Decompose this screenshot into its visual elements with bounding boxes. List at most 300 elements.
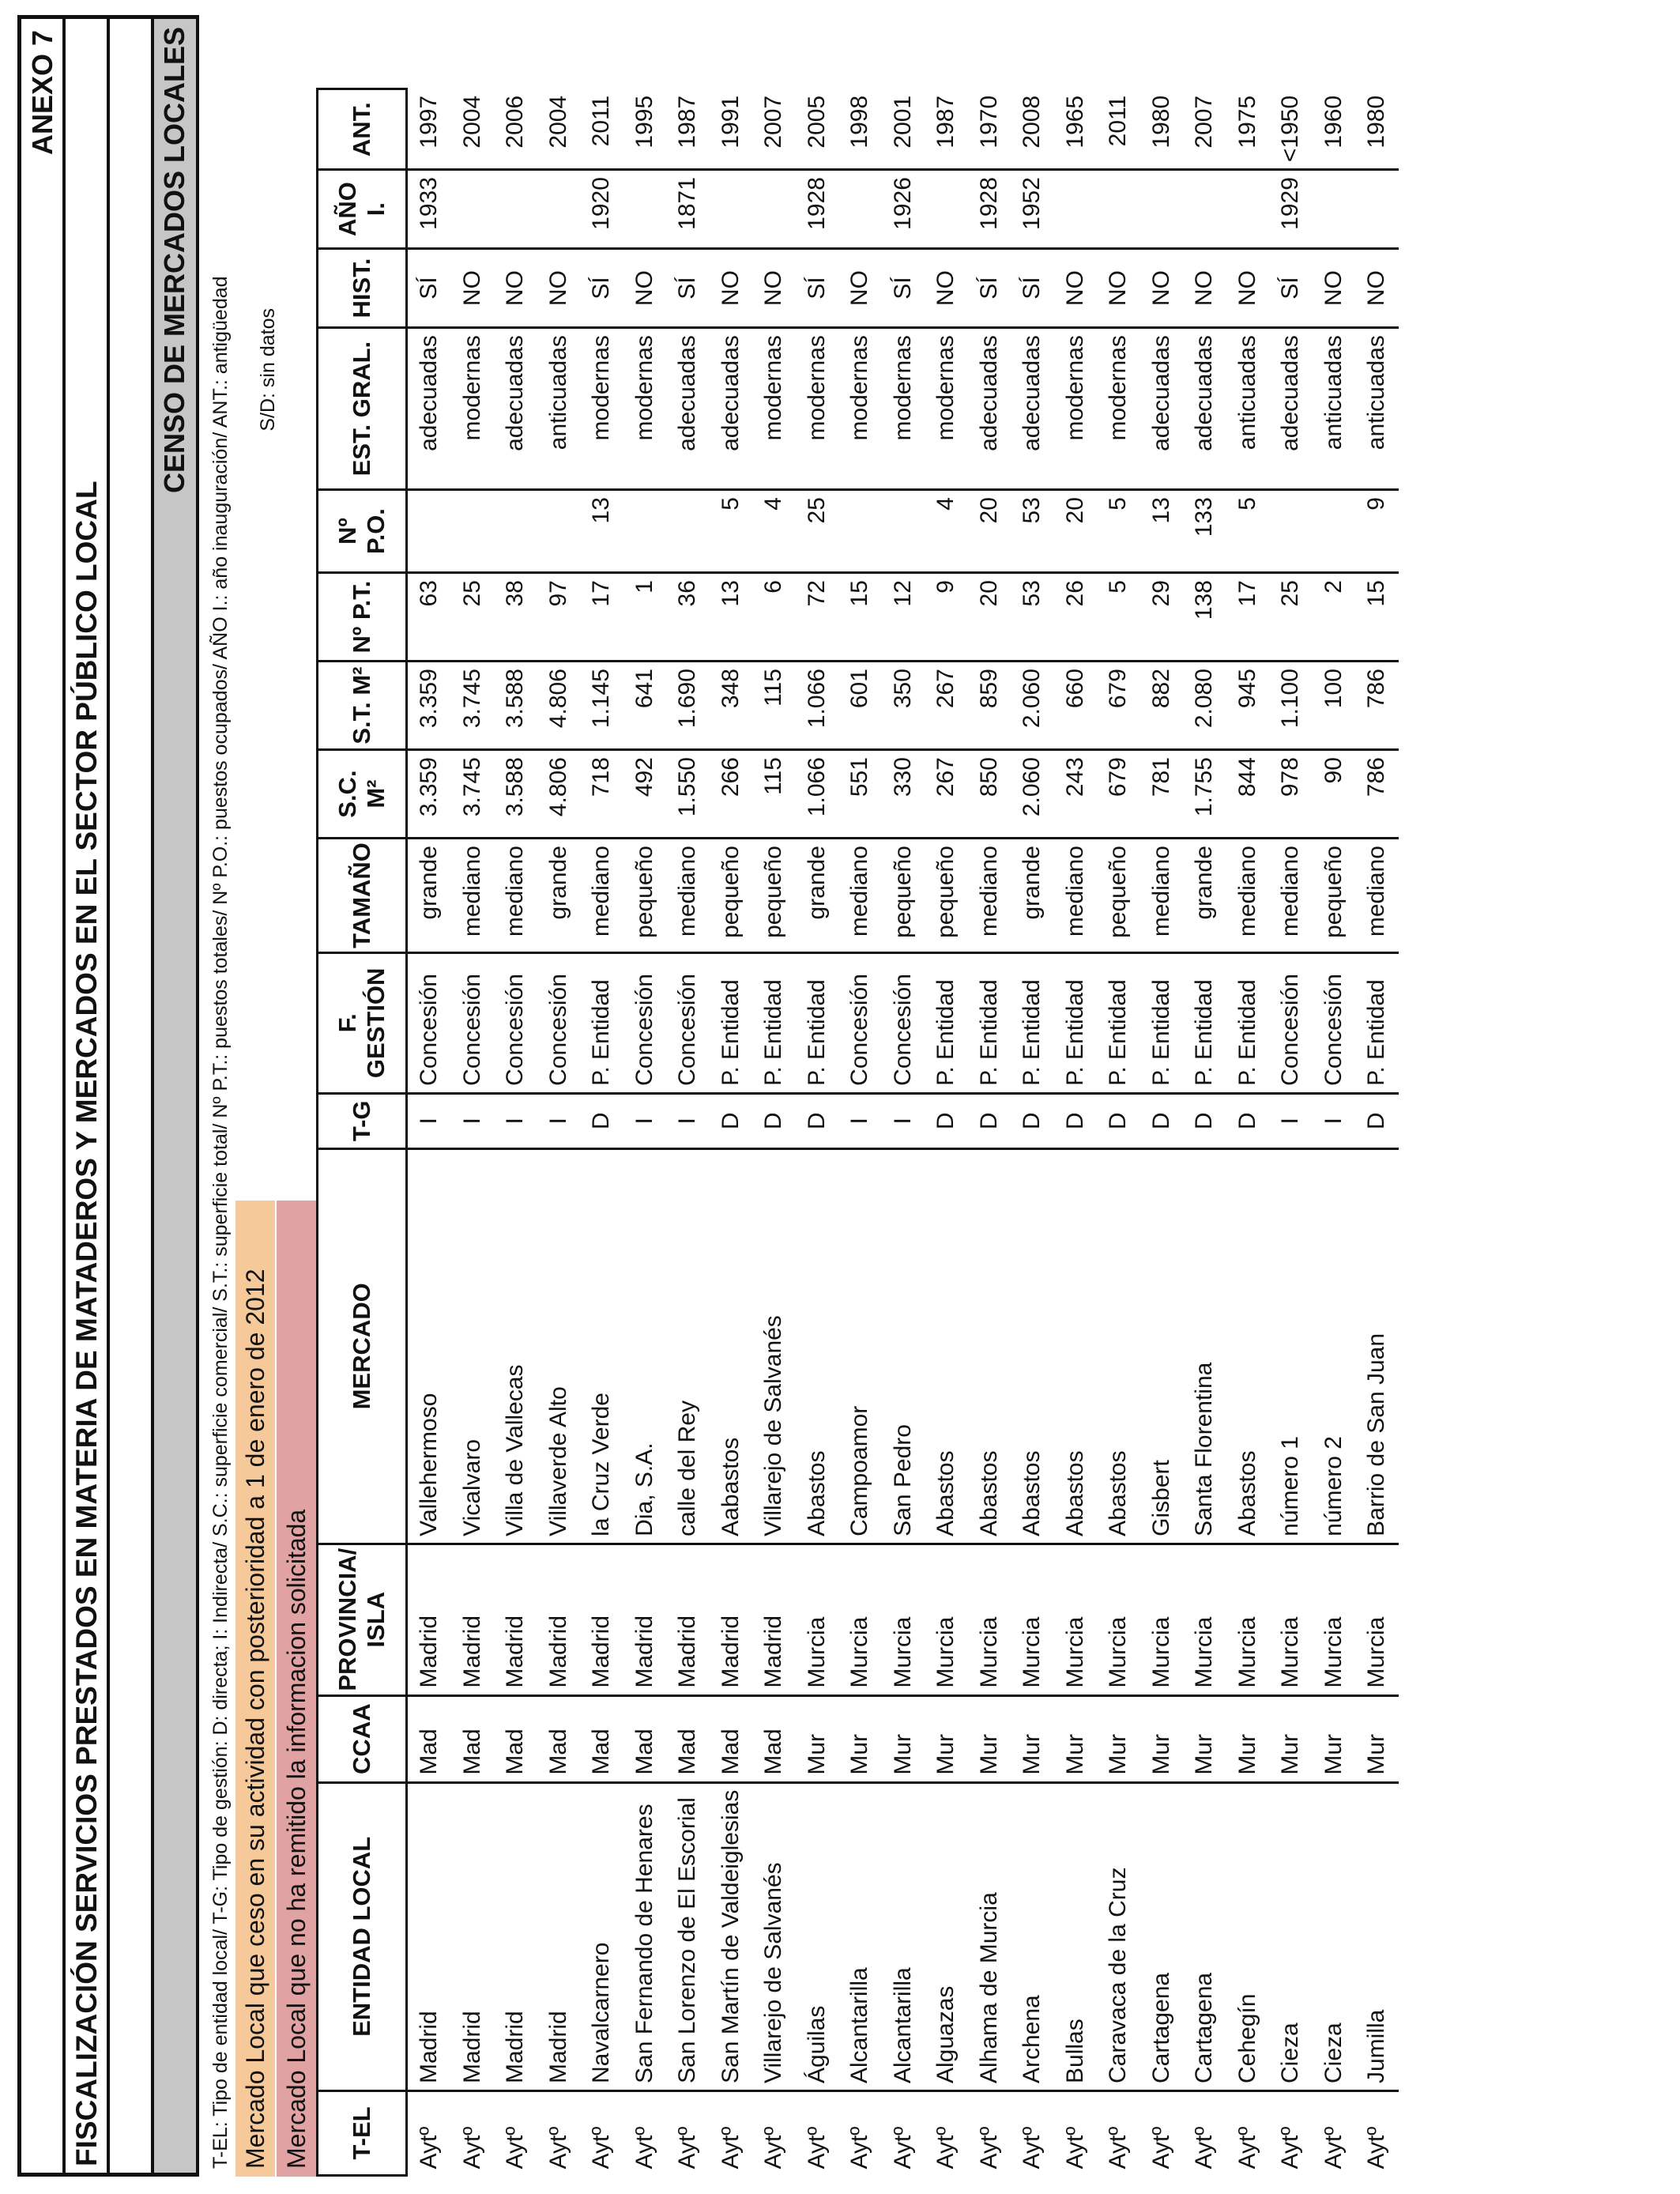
no-data-note: S/D: sin datos <box>257 308 279 432</box>
cell-tel: Aytº <box>846 2126 873 2169</box>
cell-ant: 1997 <box>407 89 451 170</box>
cell-st: 859 <box>968 662 1011 750</box>
table-row <box>1355 89 1399 2176</box>
cell-tamano: grande <box>407 839 451 953</box>
cell-provincia: Murcia <box>838 1544 882 1695</box>
cell-sc: 243 <box>1054 750 1098 839</box>
cell-pt: 9 <box>925 573 968 662</box>
cell-tamano: pequeño <box>925 839 968 953</box>
cell-tamano: mediano <box>838 839 882 953</box>
cell-provincia: Murcia <box>1140 1544 1184 1695</box>
cell-tel: Aytº <box>1105 2126 1132 2169</box>
cell-tel: Aytº <box>1363 2126 1390 2169</box>
cell-fgestion: Concesión <box>882 952 925 1093</box>
cell-hist: NO <box>537 249 581 328</box>
cell-fgestion: P. Entidad <box>1097 952 1140 1093</box>
cell-entidad: San Lorenzo de El Escorial <box>666 1782 710 2090</box>
cell-st: 679 <box>1097 662 1140 750</box>
cell-entidad: Archena <box>1011 1782 1054 2090</box>
cell-ccaa: Mur <box>1011 1695 1054 1782</box>
col-header-estgral: EST. GRAL. <box>318 328 407 490</box>
cell-ccaa: Mur <box>1054 1695 1098 1782</box>
cell-tel: Aytº <box>932 2126 959 2169</box>
cell-ccaa: Mur <box>1097 1695 1140 1782</box>
blank-row <box>110 19 154 2173</box>
cell-mercado: Dia, S.A. <box>623 1148 667 1544</box>
cell-provincia: Madrid <box>407 1544 451 1695</box>
cell-pt: 97 <box>537 573 581 662</box>
cell-ant: 2005 <box>796 89 839 170</box>
cell-entidad: Villarejo de Salvanés <box>752 1782 796 2090</box>
cell-anoi <box>1226 170 1270 249</box>
cell-entidad: Cartagena <box>1183 1782 1226 2090</box>
col-header-pt: Nº P.T. <box>318 573 407 662</box>
cell-hist: NO <box>1183 249 1226 328</box>
cell-mercado: Aabastos <box>710 1148 753 1544</box>
cell-hist: NO <box>451 249 495 328</box>
cell-anoi: 1929 <box>1269 170 1313 249</box>
cell-anoi: 1928 <box>796 170 839 249</box>
cell-tg: I <box>407 1093 451 1148</box>
cell-entidad: Caravaca de la Cruz <box>1097 1782 1140 2090</box>
cell-anoi <box>1097 170 1140 249</box>
cell-po <box>666 490 710 573</box>
cell-sc: 266 <box>710 750 753 839</box>
col-header-tel: T-EL <box>318 2091 407 2176</box>
cell-entidad: Alcantarilla <box>838 1782 882 2090</box>
cell-entidad: San Martín de Valdeiglesias <box>710 1782 753 2090</box>
cell-ant: <1950 <box>1269 89 1313 170</box>
cell-fgestion: P. Entidad <box>1140 952 1184 1093</box>
cell-tg: D <box>1355 1093 1399 1148</box>
cell-ccaa: Mur <box>1355 1695 1399 1782</box>
col-header-tamano: TAMAÑO <box>318 839 407 953</box>
cell-tg: I <box>494 1093 537 1148</box>
cell-estgral: adecuadas <box>407 328 451 490</box>
cell-ant: 2008 <box>1011 89 1054 170</box>
cell-st: 4.806 <box>537 662 581 750</box>
cell-ant: 1970 <box>968 89 1011 170</box>
cell-provincia: Murcia <box>1226 1544 1270 1695</box>
cell-tamano: pequeño <box>623 839 667 953</box>
table-row <box>1140 89 1184 2176</box>
cell-po: 25 <box>796 490 839 573</box>
cell-sc: 1.755 <box>1183 750 1226 839</box>
cell-mercado: Villaverde Alto <box>537 1148 581 1544</box>
cell-estgral: adecuadas <box>1140 328 1184 490</box>
cell-fgestion: P. Entidad <box>1226 952 1270 1093</box>
cell-tamano: pequeño <box>1097 839 1140 953</box>
cell-anoi <box>537 170 581 249</box>
cell-sc: 850 <box>968 750 1011 839</box>
section-title: CENSO DE MERCADOS LOCALES <box>158 27 190 494</box>
cell-tamano: pequeño <box>1313 839 1356 953</box>
cell-po <box>623 490 667 573</box>
cell-tg: D <box>1140 1093 1184 1148</box>
table-row <box>752 89 796 2176</box>
col-header-po: Nº P.O. <box>318 490 407 573</box>
cell-po: 20 <box>968 490 1011 573</box>
cell-entidad: San Fernando de Henares <box>623 1782 667 2090</box>
cell-entidad: Cehegín <box>1226 1782 1270 2090</box>
cell-po: 9 <box>1355 490 1399 573</box>
cell-st: 945 <box>1226 662 1270 750</box>
cell-hist: NO <box>838 249 882 328</box>
cell-sc: 3.359 <box>407 750 451 839</box>
cell-provincia: Murcia <box>925 1544 968 1695</box>
cell-ant: 1965 <box>1054 89 1098 170</box>
cell-tel: Aytº <box>458 2126 485 2169</box>
cell-tg: I <box>882 1093 925 1148</box>
col-header-ccaa: CCAA <box>318 1695 407 1782</box>
cell-ccaa: Mur <box>1226 1695 1270 1782</box>
cell-anoi <box>752 170 796 249</box>
cell-tamano: grande <box>1011 839 1054 953</box>
cell-fgestion: Concesión <box>666 952 710 1093</box>
cell-tg: I <box>1269 1093 1313 1148</box>
col-header-provincia: PROVINCIA/ ISLA <box>318 1544 407 1695</box>
cell-mercado: Barrio de San Juan <box>1355 1148 1399 1544</box>
cell-tg: D <box>968 1093 1011 1148</box>
cell-pt: 1 <box>623 573 667 662</box>
cell-fgestion: Concesión <box>1269 952 1313 1093</box>
table-row <box>1226 89 1270 2176</box>
header-box <box>17 15 199 2177</box>
cell-estgral: modernas <box>451 328 495 490</box>
table-row <box>580 89 623 2176</box>
cell-provincia: Murcia <box>1313 1544 1356 1695</box>
cell-pt: 13 <box>710 573 753 662</box>
cell-sc: 551 <box>838 750 882 839</box>
cell-pt: 2 <box>1313 573 1356 662</box>
cell-fgestion: Concesión <box>623 952 667 1093</box>
cell-ant: 1998 <box>838 89 882 170</box>
cell-tel: Aytº <box>760 2126 787 2169</box>
cell-pt: 138 <box>1183 573 1226 662</box>
cell-ccaa: Mad <box>494 1695 537 1782</box>
cell-po <box>451 490 495 573</box>
cell-anoi <box>1313 170 1356 249</box>
cell-po <box>838 490 882 573</box>
cell-po <box>882 490 925 573</box>
cell-hist: NO <box>494 249 537 328</box>
cell-tg: D <box>796 1093 839 1148</box>
cell-entidad: Cieza <box>1269 1782 1313 2090</box>
cell-sc: 978 <box>1269 750 1313 839</box>
cell-mercado: San Pedro <box>882 1148 925 1544</box>
cell-tel: Aytº <box>588 2126 615 2169</box>
cell-ant: 1995 <box>623 89 667 170</box>
cell-tamano: grande <box>796 839 839 953</box>
cell-entidad: Madrid <box>537 1782 581 2090</box>
cell-st: 3.745 <box>451 662 495 750</box>
cell-hist: NO <box>1355 249 1399 328</box>
cell-sc: 844 <box>1226 750 1270 839</box>
cell-hist: NO <box>1313 249 1356 328</box>
cell-hist: NO <box>1097 249 1140 328</box>
cell-tamano: grande <box>537 839 581 953</box>
cell-po: 13 <box>580 490 623 573</box>
cell-hist: SÍ <box>1011 249 1054 328</box>
cell-anoi <box>1183 170 1226 249</box>
cell-pt: 15 <box>1355 573 1399 662</box>
cell-fgestion: P. Entidad <box>796 952 839 1093</box>
cell-pt: 53 <box>1011 573 1054 662</box>
cell-pt: 29 <box>1140 573 1184 662</box>
cell-estgral: adecuadas <box>666 328 710 490</box>
cell-ant: 2004 <box>451 89 495 170</box>
cell-tel: Aytº <box>1147 2126 1174 2169</box>
cell-po <box>407 490 451 573</box>
cell-ccaa: Mur <box>1140 1695 1184 1782</box>
cell-sc: 90 <box>1313 750 1356 839</box>
cell-ccaa: Mur <box>1269 1695 1313 1782</box>
cell-po <box>1269 490 1313 573</box>
cell-st: 267 <box>925 662 968 750</box>
cell-hist: SÍ <box>882 249 925 328</box>
cell-sc: 267 <box>925 750 968 839</box>
cell-ant: 2011 <box>580 89 623 170</box>
cell-estgral: modernas <box>796 328 839 490</box>
cell-estgral: adecuadas <box>1011 328 1054 490</box>
cell-pt: 17 <box>1226 573 1270 662</box>
cell-fgestion: Concesión <box>407 952 451 1093</box>
cell-fgestion: P. Entidad <box>580 952 623 1093</box>
abbreviation-legend: T-EL: Tipo de entidad local/ T-G: Tipo de gestión: D: directa; I: Indirecta/ S.C.: superficie comercial/ S.T.: superficie total/ Nº P.T.: puestos totales/ Nº P.O.: puestos ocupados/ AÑO I.: año inauguración/ ANT.: antigüedad <box>209 276 232 2169</box>
table-row <box>838 89 882 2176</box>
cell-tamano: grande <box>1183 839 1226 953</box>
cell-mercado: número 2 <box>1313 1148 1356 1544</box>
table-row <box>968 89 1011 2176</box>
cell-fgestion: P. Entidad <box>1054 952 1098 1093</box>
cell-mercado: número 1 <box>1269 1148 1313 1544</box>
cell-anoi: 1952 <box>1011 170 1054 249</box>
cell-sc: 1.066 <box>796 750 839 839</box>
cell-ccaa: Mur <box>968 1695 1011 1782</box>
cell-po <box>494 490 537 573</box>
cell-tamano: pequeño <box>710 839 753 953</box>
cell-po: 5 <box>1097 490 1140 573</box>
col-header-ant: ANT. <box>318 89 407 170</box>
cell-tamano: mediano <box>968 839 1011 953</box>
table-body <box>407 89 1399 2176</box>
cell-ccaa: Mur <box>882 1695 925 1782</box>
ceased-market-band: Mercado Local que ceso en su actividad con posterioridad a 1 de enero de 2012 <box>235 1201 275 2177</box>
cell-anoi <box>494 170 537 249</box>
cell-ant: 1975 <box>1226 89 1270 170</box>
cell-mercado: la Cruz Verde <box>580 1148 623 1544</box>
cell-hist: SÍ <box>968 249 1011 328</box>
cell-fgestion: Concesión <box>537 952 581 1093</box>
cell-ccaa: Mad <box>752 1695 796 1782</box>
cell-tel: Aytº <box>631 2126 657 2169</box>
cell-hist: NO <box>752 249 796 328</box>
cell-pt: 17 <box>580 573 623 662</box>
cell-ant: 2006 <box>494 89 537 170</box>
cell-anoi <box>838 170 882 249</box>
cell-ccaa: Mur <box>796 1695 839 1782</box>
cell-tamano: mediano <box>1269 839 1313 953</box>
cell-provincia: Madrid <box>494 1544 537 1695</box>
cell-fgestion: Concesión <box>451 952 495 1093</box>
cell-po: 20 <box>1054 490 1098 573</box>
cell-pt: 26 <box>1054 573 1098 662</box>
table-row <box>925 89 968 2176</box>
cell-tg: I <box>537 1093 581 1148</box>
cell-mercado: Abastos <box>1226 1148 1270 1544</box>
cell-estgral: adecuadas <box>494 328 537 490</box>
cell-estgral: modernas <box>925 328 968 490</box>
section-row <box>154 19 196 2173</box>
cell-ccaa: Mur <box>1313 1695 1356 1782</box>
cell-ant: 2011 <box>1097 89 1140 170</box>
cell-ant: 1980 <box>1140 89 1184 170</box>
cell-anoi <box>623 170 667 249</box>
cell-provincia: Murcia <box>1269 1544 1313 1695</box>
cell-tamano: mediano <box>1140 839 1184 953</box>
cell-provincia: Madrid <box>451 1544 495 1695</box>
cell-pt: 36 <box>666 573 710 662</box>
cell-ant: 1980 <box>1355 89 1399 170</box>
cell-st: 3.588 <box>494 662 537 750</box>
cell-anoi <box>1054 170 1098 249</box>
cell-anoi: 1920 <box>580 170 623 249</box>
cell-tg: I <box>623 1093 667 1148</box>
cell-estgral: modernas <box>580 328 623 490</box>
cell-sc: 679 <box>1097 750 1140 839</box>
col-header-anoi: AÑO I. <box>318 170 407 249</box>
cell-anoi <box>1140 170 1184 249</box>
annex-label: ANEXO 7 <box>26 30 58 156</box>
cell-tg: D <box>925 1093 968 1148</box>
cell-sc: 492 <box>623 750 667 839</box>
cell-sc: 3.588 <box>494 750 537 839</box>
col-header-hist: HIST. <box>318 249 407 328</box>
cell-ant: 2007 <box>752 89 796 170</box>
cell-ant: 1960 <box>1313 89 1356 170</box>
cell-ccaa: Mur <box>925 1695 968 1782</box>
table-row <box>710 89 753 2176</box>
cell-tamano: mediano <box>1355 839 1399 953</box>
cell-estgral: modernas <box>1097 328 1140 490</box>
cell-pt: 6 <box>752 573 796 662</box>
cell-ccaa: Mad <box>623 1695 667 1782</box>
cell-hist: NO <box>1226 249 1270 328</box>
table-row <box>623 89 667 2176</box>
table-row <box>1313 89 1356 2176</box>
cell-tel: Aytº <box>975 2126 1002 2169</box>
cell-tel: Aytº <box>1320 2126 1347 2169</box>
cell-pt: 15 <box>838 573 882 662</box>
cell-provincia: Madrid <box>752 1544 796 1695</box>
cell-fgestion: P. Entidad <box>1183 952 1226 1093</box>
cell-st: 348 <box>710 662 753 750</box>
col-header-sc: S.C. M² <box>318 750 407 839</box>
cell-tg: D <box>1183 1093 1226 1148</box>
cell-estgral: modernas <box>752 328 796 490</box>
cell-tg: D <box>752 1093 796 1148</box>
cell-provincia: Murcia <box>796 1544 839 1695</box>
markets-table <box>316 88 1399 2177</box>
cell-ccaa: Mad <box>451 1695 495 1782</box>
cell-mercado: Santa Florentina <box>1183 1148 1226 1544</box>
cell-entidad: Alhama de Murcia <box>968 1782 1011 2090</box>
cell-provincia: Madrid <box>623 1544 667 1695</box>
cell-entidad: Alcantarilla <box>882 1782 925 2090</box>
cell-tamano: pequeño <box>752 839 796 953</box>
table-row <box>796 89 839 2176</box>
cell-tg: I <box>666 1093 710 1148</box>
cell-entidad: Cartagena <box>1140 1782 1184 2090</box>
cell-fgestion: P. Entidad <box>1355 952 1399 1093</box>
cell-st: 641 <box>623 662 667 750</box>
cell-ant: 1987 <box>925 89 968 170</box>
cell-po: 5 <box>710 490 753 573</box>
cell-st: 601 <box>838 662 882 750</box>
cell-st: 1.066 <box>796 662 839 750</box>
cell-tamano: mediano <box>451 839 495 953</box>
col-header-mercado: MERCADO <box>318 1148 407 1544</box>
cell-st: 1.690 <box>666 662 710 750</box>
cell-ccaa: Mad <box>666 1695 710 1782</box>
table-row <box>882 89 925 2176</box>
cell-tg: I <box>451 1093 495 1148</box>
cell-st: 115 <box>752 662 796 750</box>
cell-po: 53 <box>1011 490 1054 573</box>
cell-estgral: modernas <box>882 328 925 490</box>
annex-row <box>21 19 66 2173</box>
cell-tamano: mediano <box>580 839 623 953</box>
cell-ant: 2001 <box>882 89 925 170</box>
cell-estgral: modernas <box>1054 328 1098 490</box>
cell-tel: Aytº <box>544 2126 571 2169</box>
cell-fgestion: P. Entidad <box>925 952 968 1093</box>
table-row <box>666 89 710 2176</box>
cell-fgestion: P. Entidad <box>968 952 1011 1093</box>
cell-provincia: Murcia <box>1097 1544 1140 1695</box>
cell-sc: 2.060 <box>1011 750 1054 839</box>
cell-mercado: Vicalvaro <box>451 1148 495 1544</box>
cell-ccaa: Mad <box>580 1695 623 1782</box>
cell-po: 133 <box>1183 490 1226 573</box>
cell-mercado: Abastos <box>796 1148 839 1544</box>
cell-ant: 1987 <box>666 89 710 170</box>
cell-hist: SÍ <box>796 249 839 328</box>
cell-entidad: Madrid <box>494 1782 537 2090</box>
cell-sc: 781 <box>1140 750 1184 839</box>
cell-tel: Aytº <box>1191 2126 1218 2169</box>
cell-anoi: 1928 <box>968 170 1011 249</box>
cell-entidad: Madrid <box>451 1782 495 2090</box>
cell-po: 4 <box>752 490 796 573</box>
cell-estgral: adecuadas <box>1183 328 1226 490</box>
cell-estgral: modernas <box>838 328 882 490</box>
cell-hist: NO <box>623 249 667 328</box>
cell-st: 882 <box>1140 662 1184 750</box>
cell-sc: 4.806 <box>537 750 581 839</box>
cell-provincia: Murcia <box>1355 1544 1399 1695</box>
cell-hist: SÍ <box>1269 249 1313 328</box>
cell-provincia: Murcia <box>1054 1544 1098 1695</box>
cell-provincia: Madrid <box>580 1544 623 1695</box>
cell-tel: Aytº <box>416 2126 443 2169</box>
cell-st: 2.060 <box>1011 662 1054 750</box>
cell-sc: 718 <box>580 750 623 839</box>
cell-ccaa: Mad <box>537 1695 581 1782</box>
table-row <box>1011 89 1054 2176</box>
cell-hist: NO <box>1054 249 1098 328</box>
cell-anoi: 1871 <box>666 170 710 249</box>
